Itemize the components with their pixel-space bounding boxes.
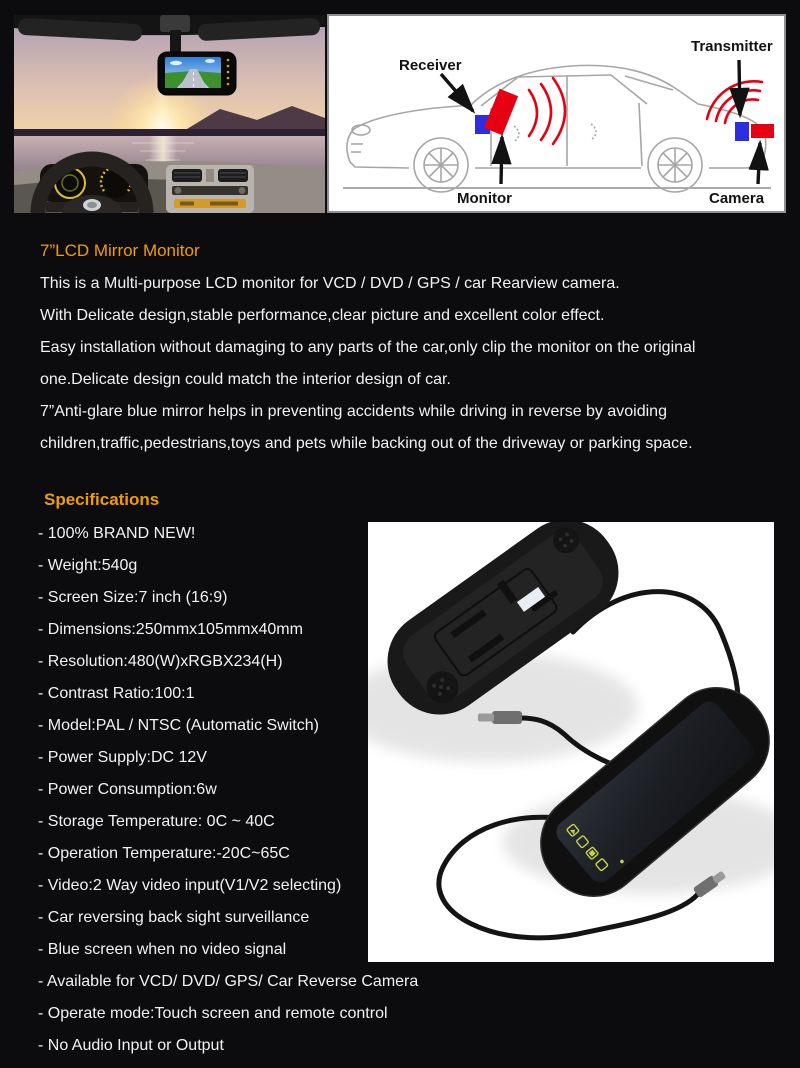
spec-item: - Car reversing back sight surveillance [38, 909, 310, 926]
camera-indicator [751, 124, 774, 138]
interior-photo [14, 15, 325, 213]
center-console [166, 165, 254, 213]
monitor-indicator [484, 89, 518, 135]
spec-item: - Available for VCD/ DVD/ GPS/ Car Reverse Camera [38, 973, 419, 990]
front-signal-waves [529, 78, 565, 144]
spec-item: - Dimensions:250mmx105mmx40mm [38, 621, 303, 638]
rear-signal-waves [707, 81, 762, 123]
front-wheel [414, 138, 468, 192]
installation-diagram [327, 14, 786, 213]
spec-item: - Operate mode:Touch screen and remote control [38, 1005, 388, 1022]
description-line: This is a Multi-purpose LCD monitor for VCD / DVD / GPS / car Rearview camera. [40, 275, 620, 292]
interior-photo-image [14, 15, 325, 213]
description-line: 7”Anti-glare blue mirror helps in preventing accidents while driving in reverse by avoiding [40, 403, 667, 420]
spec-item: - Power Consumption:6w [38, 781, 217, 798]
dashboard [14, 159, 325, 213]
spec-item: - Blue screen when no video signal [38, 941, 287, 958]
spec-item: - No Audio Input or Output [38, 1037, 224, 1054]
mirror-monitor [158, 52, 236, 95]
transmitter-indicator [735, 122, 774, 141]
spec-item: - Resolution:480(W)xRGBX234(H) [38, 653, 283, 670]
diagram-label-receiver: Receiver [399, 57, 462, 74]
mirror-mount [160, 15, 190, 32]
spec-item: - 100% BRAND NEW! [38, 525, 196, 542]
spec-item: - Storage Temperature: 0C ~ 40C [38, 813, 275, 830]
diagram-label-camera: Camera [709, 190, 765, 207]
spec-item: - Screen Size:7 inch (16:9) [38, 589, 228, 606]
spec-item: - Power Supply:DC 12V [38, 749, 207, 766]
intro-section [40, 240, 770, 460]
product-photo [368, 522, 774, 962]
spec-item: - Video:2 Way video input(V1/V2 selecting) [38, 877, 342, 894]
installation-diagram-image [329, 16, 784, 211]
spec-item: - Weight:540g [38, 557, 138, 574]
description-line: one.Delicate design could match the interior design of car. [40, 371, 451, 388]
spec-item: - Contrast Ratio:100:1 [38, 685, 195, 702]
description-line: children,traffic,pedestrians,toys and pets while backing out of the driveway or parking space. [40, 435, 693, 452]
sunset-scene [14, 27, 325, 178]
specs-list [38, 518, 418, 1062]
specs-heading: Specifications [44, 490, 160, 509]
description-line: With Delicate design,stable performance,clear picture and excellent color effect. [40, 307, 605, 324]
page-title: 7”LCD Mirror Monitor [40, 241, 200, 260]
specs-section [38, 489, 418, 1062]
diagram-label-monitor: Monitor [457, 190, 512, 207]
spec-item: - Model:PAL / NTSC (Automatic Switch) [38, 717, 319, 734]
diagram-label-transmitter: Transmitter [691, 38, 773, 55]
rear-wheel [648, 138, 702, 192]
product-photo-image [368, 522, 774, 962]
spec-item: - Operation Temperature:-20C~65C [38, 845, 290, 862]
description-line: Easy installation without damaging to any parts of the car,only clip the monitor on the original [40, 339, 696, 356]
